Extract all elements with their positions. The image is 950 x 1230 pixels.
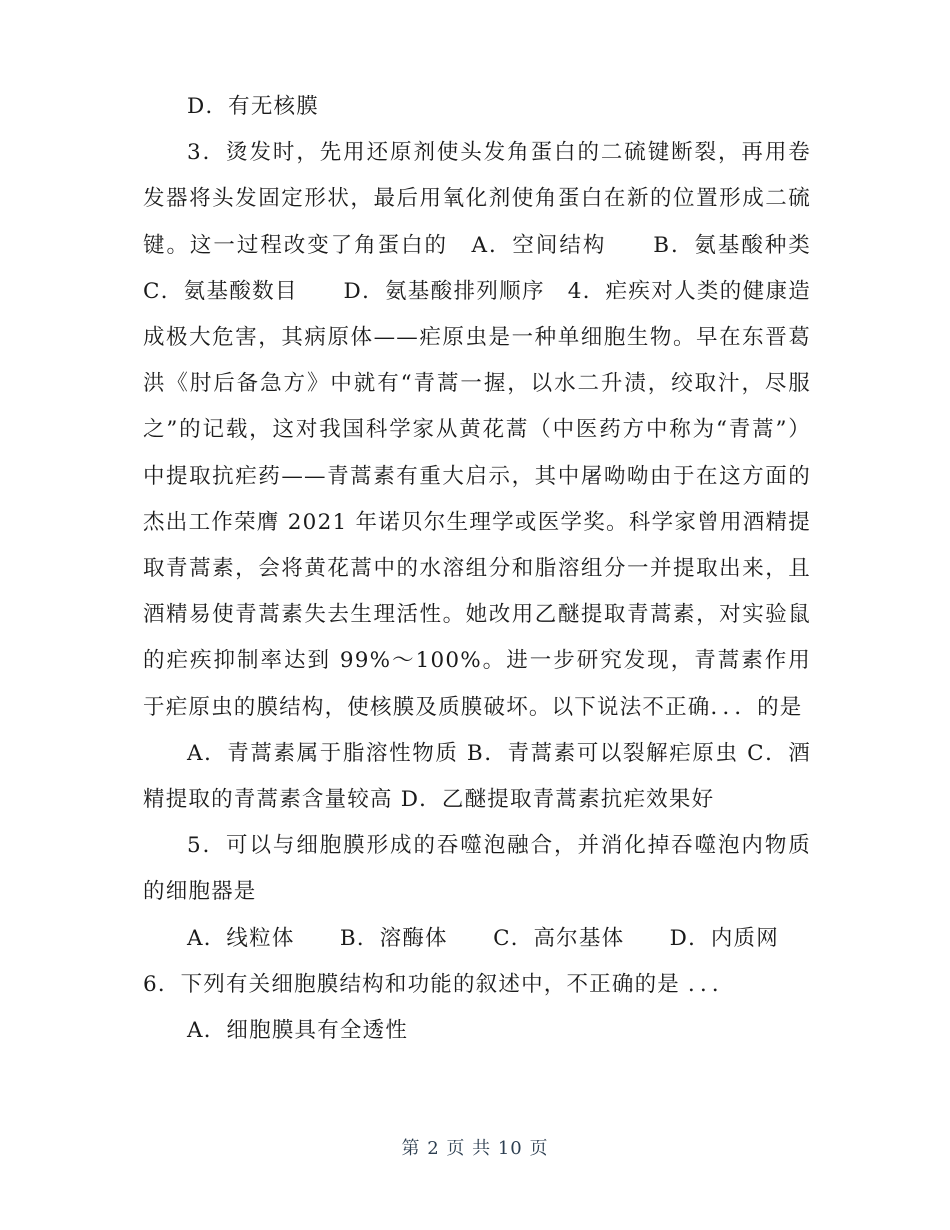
- q2-option-d: D．有无核膜: [187, 94, 319, 119]
- q5-options: A．线粒体 B．溶酶体 C．高尔基体 D．内质网: [187, 925, 779, 951]
- q4-options: A．青蒿素属于脂溶性物质 B．青蒿素可以裂解疟原虫 C．酒精提取的青蒿素含量较高 D．乙醚提取青蒿素抗疟效果好: [143, 740, 811, 813]
- page-number-label: 第 2 页 共 10 页: [401, 1138, 549, 1159]
- page-body: [143, 84, 834, 1054]
- page-footer: [0, 1134, 950, 1160]
- q5-stem: 5．可以与细胞膜形成的吞噬泡融合，并消化掉吞噬泡内物质的细胞器是: [143, 833, 811, 905]
- q3-q4-paragraph: 3．烫发时，先用还原剂使头发角蛋白的二硫键断裂，再用卷发器将头发固定形状，最后用氧化剂使角蛋白在新的位置形成二硫键。这一过程改变了角蛋白的 A．空间结构 B．氨基酸种类 C．氨基酸数目 D．氨基酸排列顺序 4．疟疾对人类的健康造成极大危害，其病原体——疟原虫是一种单细胞生物。早在东晋葛洪《肘后备急方》中就有“青蒿一握，以水二升渍，绞取汁，尽服之”的记载，这对我国科学家从黄花蒿（中医药方中称为“青蒿”）中提取抗疟药——青蒿素有重大启示，其中屠呦呦由于在这方面的杰出工作荣膺 2021 年诺贝尔生理学或医学奖。科学家曾用酒精提取青蒿素，会将黄花蒿中的水溶组分和脂溶组分一并提取出来，且酒精易使青蒿素失去生理活性。她改用乙醚提取青蒿素，对实验鼠的疟疾抑制率达到 99%～100%。进一步研究发现，青蒿素作用于疟原虫的膜结构，使核膜及质膜破坏。以下说法不正确．．．的是: [143, 140, 834, 720]
- q6-option-a: A．细胞膜具有全透性: [187, 1018, 409, 1044]
- q6-stem: 6．下列有关细胞膜结构和功能的叙述中，不正确的是 ．．．: [143, 971, 735, 997]
